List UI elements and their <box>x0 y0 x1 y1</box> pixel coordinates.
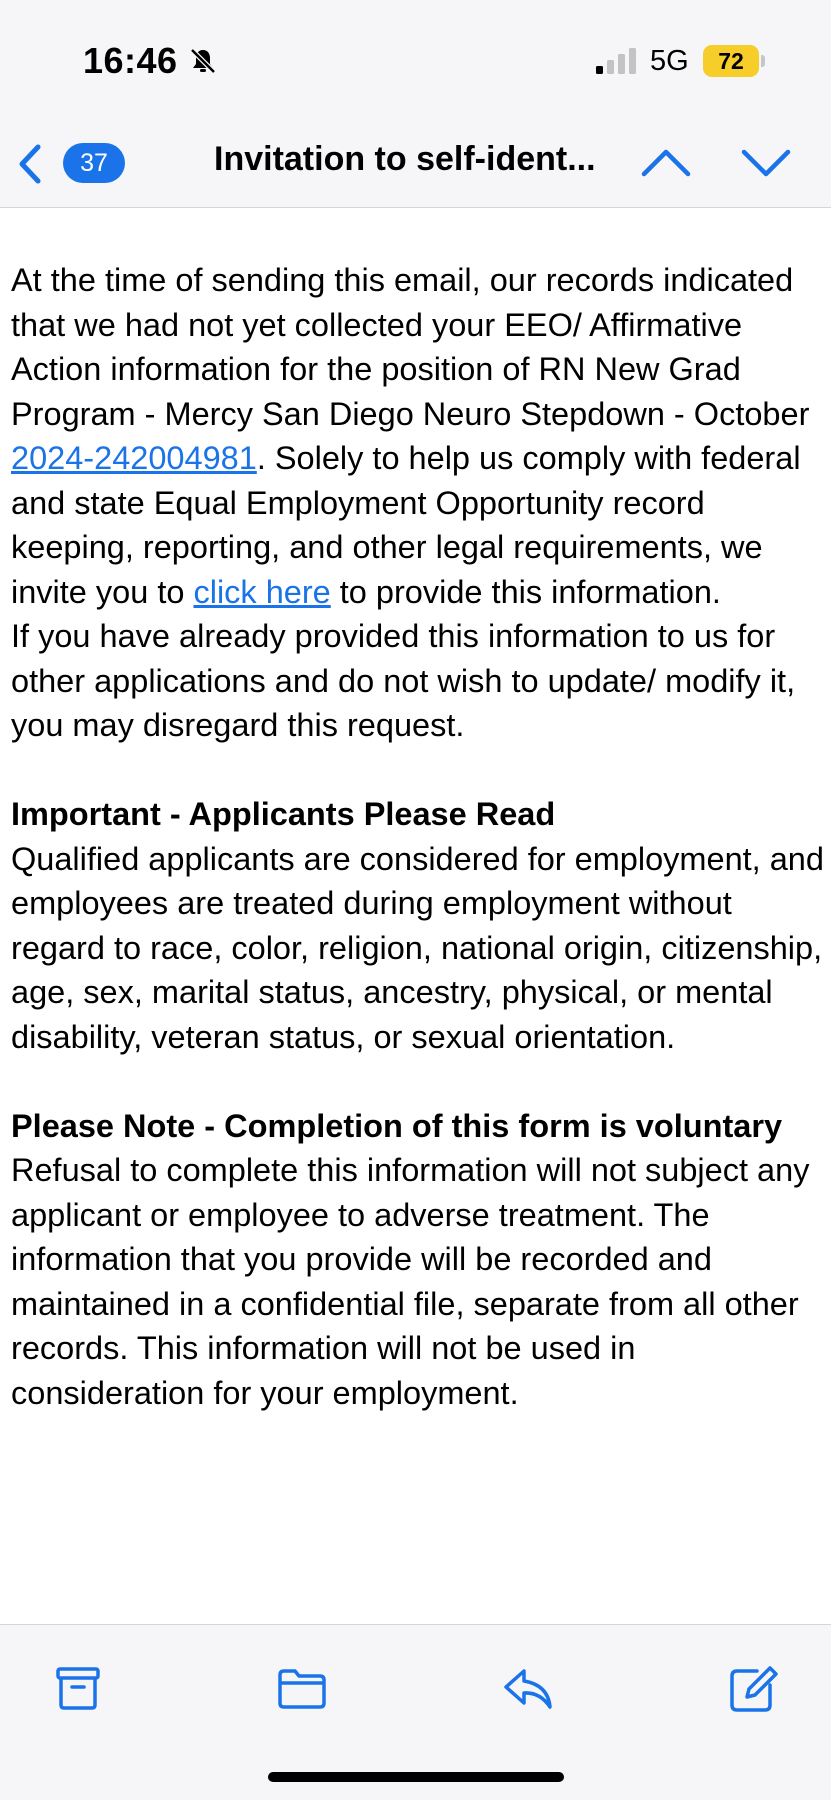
chevron-up-icon[interactable] <box>640 140 692 184</box>
home-indicator[interactable] <box>268 1772 564 1782</box>
disregard-paragraph: If you have already provided this information to us for other applications and do not wish to update/ modify it, you may disregard this request. <box>11 618 796 743</box>
network-type: 5G <box>650 45 689 77</box>
folder-icon[interactable] <box>276 1663 328 1713</box>
intro-text-2: . Solely to help us comply with federal and state Equal Employment Opportunity record keeping, reporting, and other legal requirements, we invite you to <box>11 440 801 610</box>
email-body <box>11 258 826 1415</box>
bell-slash-icon <box>188 46 218 76</box>
spacer <box>11 748 826 793</box>
cellular-signal-icon <box>594 47 638 75</box>
status-time: 16:46 <box>83 40 178 81</box>
back-button[interactable] <box>14 138 124 188</box>
refusal-paragraph: Refusal to complete this information will not subject any applicant or employee to adverse treatment. The information that you provide will be recorded and maintained in a confidential file, separate from all other records. This information will not be used in consideration for your employment. <box>11 1152 810 1411</box>
status-bar <box>0 0 831 118</box>
chevron-down-icon[interactable] <box>740 140 792 184</box>
chevron-left-icon <box>14 143 46 185</box>
click-here-link[interactable]: click here <box>193 573 331 610</box>
compose-icon[interactable] <box>727 1663 779 1713</box>
unread-count-badge: 37 <box>63 143 125 183</box>
requisition-link[interactable]: 2024-242004981 <box>11 440 257 476</box>
archive-icon[interactable] <box>52 1663 104 1713</box>
intro-text-1: At the time of sending this email, our records indicated that we had not yet collected your EEO/ Affirmative Action information for the position of RN New Grad Program - Mercy San Diego Neuro Stepdown - October <box>11 262 810 432</box>
battery-indicator: 72 <box>703 45 759 77</box>
reply-icon[interactable] <box>502 1663 554 1713</box>
eeo-paragraph: Qualified applicants are considered for employment, and employees are treated during employment without regard to race, color, religion, national origin, citizenship, age, sex, marital status, ancestry, physical, or mental disability, veteran status, or sexual orientation. <box>11 840 824 1055</box>
note-heading: Please Note - Completion of this form is voluntary <box>11 1107 783 1144</box>
message-nav-bar <box>0 118 831 208</box>
message-subject-title: Invitation to self-ident... <box>214 140 596 178</box>
spacer <box>11 1059 826 1104</box>
battery-tip <box>761 55 765 67</box>
intro-text-3: to provide this information. <box>330 573 721 610</box>
intro-paragraph <box>11 258 826 614</box>
important-heading: Important - Applicants Please Read <box>11 796 556 832</box>
